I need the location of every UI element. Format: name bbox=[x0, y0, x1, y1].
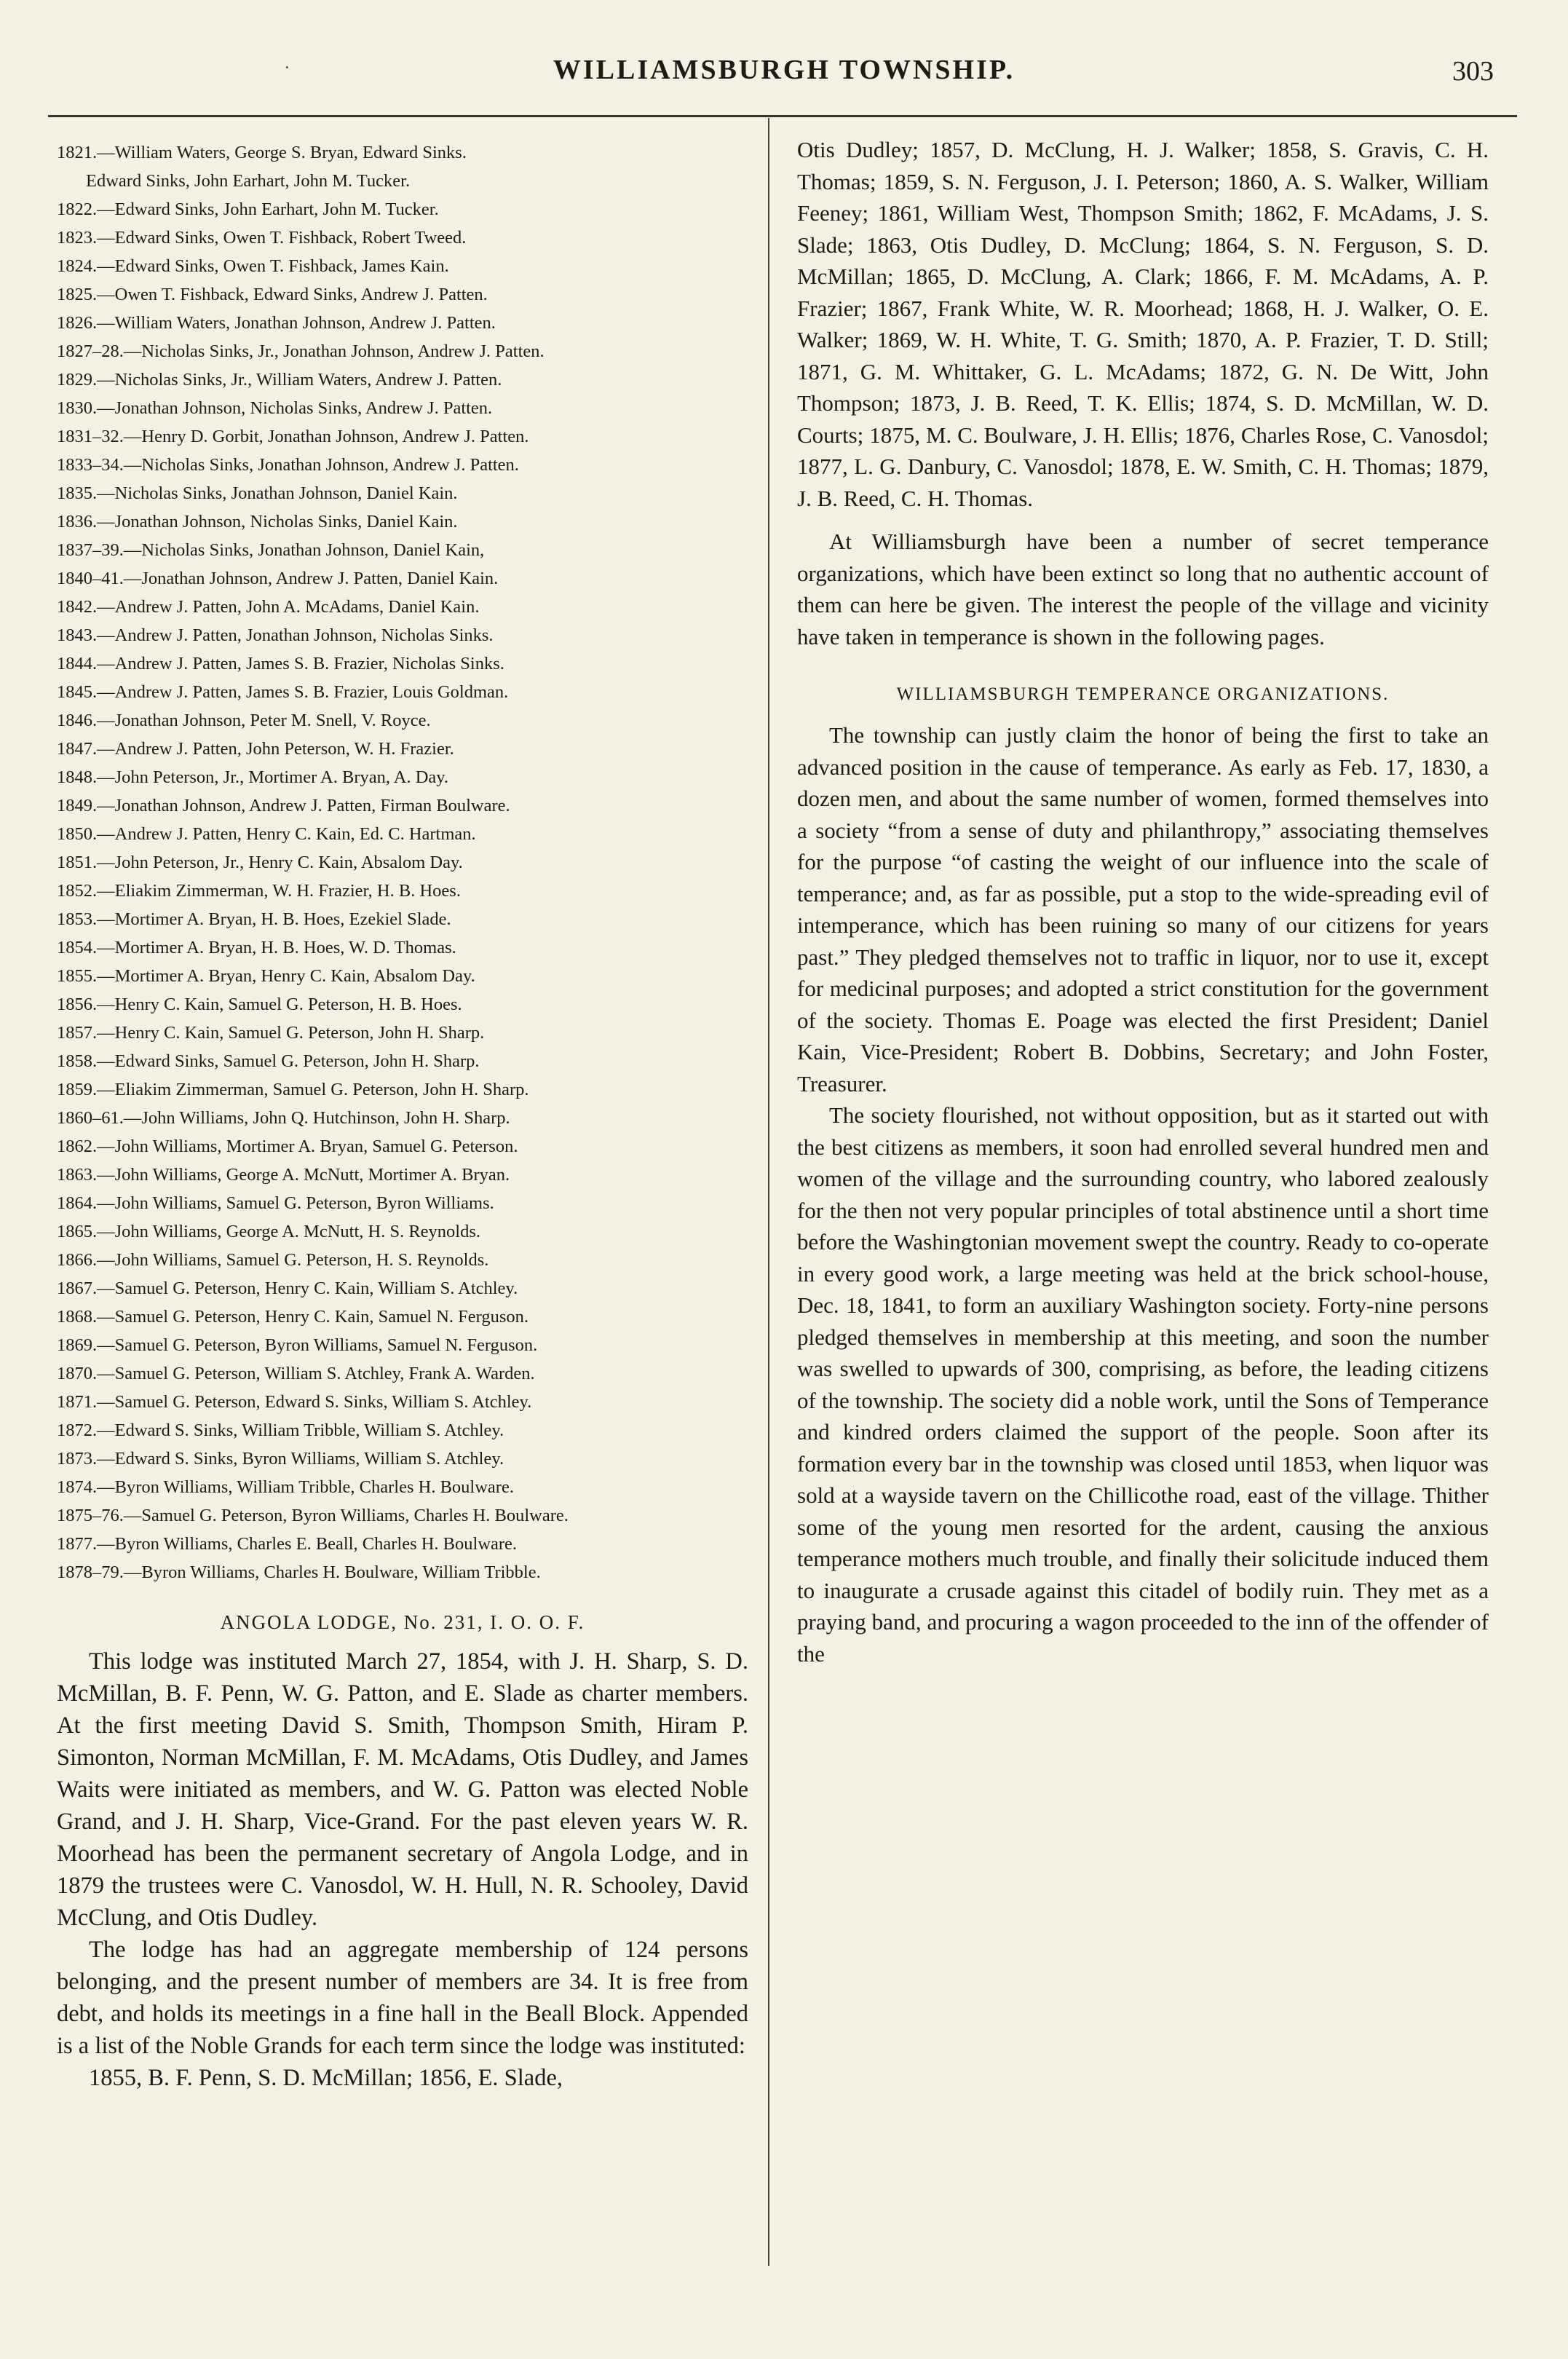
officers-list-line: 1840–41.—Jonathan Johnson, Andrew J. Patten, Daniel Kain. bbox=[57, 569, 499, 588]
column-divider bbox=[768, 118, 769, 2266]
officers-list-line: 1873.—Edward S. Sinks, Byron Williams, William S. Atchley. bbox=[57, 1449, 504, 1469]
angola-paragraph-1: This lodge was instituted March 27, 1854, with J. H. Sharp, S. D. McMillan, B. F. Penn, W. G. Patton, and E. Slade as charter members. At the first meeting David S. Smith, Thompson Smith, Hiram P. Simonton, Norman McMillan, F. M. McAdams, Otis Dudley, and James Waits were initiated as members, and W. G. Patton was elected Noble Grand, and J. H. Sharp, Vice-Grand. For the past eleven years W. R. Moorhead has been the permanent secretary of Angola Lodge, and in 1879 the trustees were C. Vanosdol, W. H. Hull, N. R. Schooley, David McClung, and Otis Dudley. bbox=[57, 1648, 748, 1931]
angola-paragraph-2: The lodge has had an aggregate membership of 124 persons belonging, and the present number of members are 34. It is free from debt, and holds its meetings in a fine hall in the Beall Block. Appended is a list of the Noble Grands for each term since the lodge was instituted: bbox=[57, 1937, 748, 2059]
officers-list-line: 1847.—Andrew J. Patten, John Peterson, W. H. Frazier. bbox=[57, 739, 454, 759]
secret-organizations-paragraph: At Williamsburgh have been a number of secret temperance organizations, which have been extinct so long that no authentic account of them can here be given. The interest the people of the village and vicinity have taken in temperance is shown in the following pages. bbox=[797, 529, 1489, 649]
officers-list-line: 1825.—Owen T. Fishback, Edward Sinks, Andrew J. Patten. bbox=[57, 285, 488, 304]
officers-list-line: 1870.—Samuel G. Peterson, William S. Atchley, Frank A. Warden. bbox=[57, 1364, 535, 1383]
officers-list-line: 1826.—William Waters, Jonathan Johnson, Andrew J. Patten. bbox=[57, 313, 496, 333]
officers-list-line: 1831–32.—Henry D. Gorbit, Jonathan Johnson, Andrew J. Patten. bbox=[57, 427, 529, 446]
officers-list-line: 1877.—Byron Williams, Charles E. Beall, Charles H. Boulware. bbox=[57, 1534, 518, 1554]
officers-list-line: 1871.—Samuel G. Peterson, Edward S. Sinks, William S. Atchley. bbox=[57, 1392, 532, 1412]
officers-list-line: 1867.—Samuel G. Peterson, Henry C. Kain, William S. Atchley. bbox=[57, 1279, 518, 1298]
officers-list-line: 1852.—Eliakim Zimmerman, W. H. Frazier, H. B. Hoes. bbox=[57, 881, 461, 901]
officers-list-line: 1854.—Mortimer A. Bryan, H. B. Hoes, W. D. Thomas. bbox=[57, 938, 456, 957]
officers-list-line: 1856.—Henry C. Kain, Samuel G. Peterson, H. B. Hoes. bbox=[57, 995, 462, 1014]
angola-paragraph-3: 1855, B. F. Penn, S. D. McMillan; 1856, E. Slade, bbox=[89, 2065, 563, 2091]
officers-list-line: 1858.—Edward Sinks, Samuel G. Peterson, John H. Sharp. bbox=[57, 1051, 480, 1071]
officers-list-line: 1868.—Samuel G. Peterson, Henry C. Kain, Samuel N. Ferguson. bbox=[57, 1307, 529, 1327]
noble-grands-continuation: Otis Dudley; 1857, D. McClung, H. J. Walker; 1858, S. Gravis, C. H. Thomas; 1859, S. N. Ferguson, J. I. Peterson; 1860, A. S. Walker, William Feeney; 1861, William West, Thompson Smith; 1862, F. McAdams, J. S. Slade; 1863, Otis Dudley, D. McClung; 1864, S. N. Ferguson, S. D. McMillan; 1865, D. McClung, A. Clark; 1866, F. M. McAdams, A. P. Frazier; 1867, Frank White, W. R. Moorhead; 1868, H. J. Walker, O. E. Walker; 1869, W. H. White, T. G. Smith; 1870, A. P. Frazier, T. D. Still; 1871, G. M. Whittaker, G. L. McAdams; 1872, G. N. De Witt, John Thompson; 1873, J. B. Reed, T. K. Ellis; 1874, S. D. McMillan, W. D. Courts; 1875, M. C. Boulware, J. H. Ellis; 1876, Charles Rose, C. Vanosdol; 1877, L. G. Danbury, C. Vanosdol; 1878, E. W. Smith, C. H. Thomas; 1879, J. B. Reed, C. H. Thomas. bbox=[797, 137, 1489, 511]
officers-list-line: 1842.—Andrew J. Patten, John A. McAdams, Daniel Kain. bbox=[57, 597, 480, 617]
officers-list-line: Edward Sinks, John Earhart, John M. Tucker. bbox=[86, 171, 411, 191]
officers-list bbox=[57, 138, 748, 1587]
officers-list-line: 1878–79.—Byron Williams, Charles H. Boulware, William Tribble. bbox=[57, 1562, 541, 1582]
officers-list-line: 1850.—Andrew J. Patten, Henry C. Kain, Ed. C. Hartman. bbox=[57, 824, 476, 844]
officers-list-line: 1829.—Nicholas Sinks, Jr., William Waters, Andrew J. Patten. bbox=[57, 370, 502, 390]
officers-list-line: 1845.—Andrew J. Patten, James S. B. Frazier, Louis Goldman. bbox=[57, 682, 509, 702]
officers-list-line: 1872.—Edward S. Sinks, William Tribble, William S. Atchley. bbox=[57, 1420, 504, 1440]
header-dot: · bbox=[284, 57, 290, 78]
officers-list-line: 1821.—William Waters, George S. Bryan, Edward Sinks. bbox=[57, 143, 467, 162]
officers-list-line: 1853.—Mortimer A. Bryan, H. B. Hoes, Ezekiel Slade. bbox=[57, 909, 451, 929]
officers-list-line: 1827–28.—Nicholas Sinks, Jr., Jonathan Johnson, Andrew J. Patten. bbox=[57, 341, 545, 361]
officers-list-line: 1846.—Jonathan Johnson, Peter M. Snell, V. Royce. bbox=[57, 711, 431, 730]
officers-list-line: 1859.—Eliakim Zimmerman, Samuel G. Peterson, John H. Sharp. bbox=[57, 1080, 529, 1099]
officers-list-line: 1822.—Edward Sinks, John Earhart, John M. Tucker. bbox=[57, 199, 439, 219]
temperance-paragraph-1: The township can justly claim the honor of being the first to take an advanced position in the cause of temperance. As early as Feb. 17, 1830, a dozen men, and about the same number of women, formed themselves into a society “from a sense of duty and philanthropy,” associating themselves for the purpose “of casting the weight of our influence into the scale of temperance; and, as far as possible, put a stop to the wide-spreading evil of intemperance, which has been ruining so many of our citizens for years past.” They pledged themselves not to traffic in liquor, nor to use it, except for medicinal purposes; and adopted a strict constitution for the government of the society. Thomas E. Poage was elected the first President; Daniel Kain, Vice-President; Robert B. Dobbins, Secretary; and John Foster, Treasurer. bbox=[797, 722, 1489, 1096]
officers-list-line: 1830.—Jonathan Johnson, Nicholas Sinks, Andrew J. Patten. bbox=[57, 398, 493, 418]
officers-list-line: 1835.—Nicholas Sinks, Jonathan Johnson, Daniel Kain. bbox=[57, 483, 458, 503]
page-number: 303 bbox=[1452, 56, 1494, 87]
officers-list-line: 1862.—John Williams, Mortimer A. Bryan, Samuel G. Peterson. bbox=[57, 1137, 518, 1156]
officers-list-line: 1855.—Mortimer A. Bryan, Henry C. Kain, Absalom Day. bbox=[57, 966, 475, 986]
officers-list-line: 1848.—John Peterson, Jr., Mortimer A. Bryan, A. Day. bbox=[57, 767, 449, 787]
officers-list-line: 1824.—Edward Sinks, Owen T. Fishback, James Kain. bbox=[57, 256, 449, 276]
officers-list-line: 1851.—John Peterson, Jr., Henry C. Kain, Absalom Day. bbox=[57, 853, 463, 872]
officers-list-line: 1865.—John Williams, George A. McNutt, H. S. Reynolds. bbox=[57, 1222, 481, 1241]
officers-list-line: 1875–76.—Samuel G. Peterson, Byron Williams, Charles H. Boulware. bbox=[57, 1506, 569, 1525]
officers-list-line: 1836.—Jonathan Johnson, Nicholas Sinks, Daniel Kain. bbox=[57, 512, 458, 532]
officers-list-line: 1866.—John Williams, Samuel G. Peterson, H. S. Reynolds. bbox=[57, 1250, 489, 1270]
page-header bbox=[0, 50, 1568, 93]
right-column bbox=[797, 134, 1489, 1670]
officers-list-line: 1843.—Andrew J. Patten, Jonathan Johnson, Nicholas Sinks. bbox=[57, 625, 494, 645]
temperance-heading: WILLIAMSBURGH TEMPERANCE ORGANIZATIONS. bbox=[896, 684, 1390, 704]
officers-list-line: 1823.—Edward Sinks, Owen T. Fishback, Robert Tweed. bbox=[57, 228, 467, 248]
officers-list-line: 1857.—Henry C. Kain, Samuel G. Peterson, John H. Sharp. bbox=[57, 1023, 485, 1043]
header-rule bbox=[48, 115, 1517, 117]
temperance-paragraph-2: The society flourished, not without opposition, but as it started out with the best citizens as members, it soon had enrolled several hundred men and women of the village and the surrounding country, who labored zealously for the then not very popular principles of total abstinence until a short time before the Washingtonian movement swept the country. Ready to co-operate in every good work, a large meeting was held at the brick school-house, Dec. 18, 1841, to form an auxiliary Washington society. Forty-nine persons pledged themselves in membership at this meeting, and soon the number was swelled to upwards of 300, comprising, as before, the leading citizens of the township. The society did a noble work, until the Sons of Temperance and kindred orders claimed the support of the people. Soon after its formation every bar in the township was closed until 1853, when liquor was sold at a wayside tavern on the Chillicothe road, east of the village. Thither some of the young men resorted for the ardent, causing the anxious temperance mothers much trouble, and finally their solicitude induced them to inaugurate a crusade against this citadel of bodily ruin. They met as a praying band, and procuring a wagon proceeded to the inn of the offender of the bbox=[797, 1102, 1489, 1667]
officers-list-line: 1869.—Samuel G. Peterson, Byron Williams, Samuel N. Ferguson. bbox=[57, 1335, 538, 1355]
officers-list-line: 1849.—Jonathan Johnson, Andrew J. Patten, Firman Boulware. bbox=[57, 796, 510, 815]
officers-list-line: 1837–39.—Nicholas Sinks, Jonathan Johnson, Daniel Kain, bbox=[57, 540, 485, 560]
officers-list-line: 1863.—John Williams, George A. McNutt, Mortimer A. Bryan. bbox=[57, 1165, 510, 1185]
officers-list-line: 1833–34.—Nicholas Sinks, Jonathan Johnson, Andrew J. Patten. bbox=[57, 455, 519, 475]
left-column bbox=[57, 138, 748, 2094]
officers-list-line: 1874.—Byron Williams, William Tribble, Charles H. Boulware. bbox=[57, 1477, 514, 1497]
running-title: WILLIAMSBURGH TOWNSHIP. bbox=[553, 55, 1015, 85]
officers-list-line: 1860–61.—John Williams, John Q. Hutchinson, John H. Sharp. bbox=[57, 1108, 510, 1128]
officers-list-line: 1844.—Andrew J. Patten, James S. B. Frazier, Nicholas Sinks. bbox=[57, 654, 504, 673]
angola-lodge-heading: ANGOLA LODGE, No. 231, I. O. O. F. bbox=[220, 1611, 585, 1633]
officers-list-line: 1864.—John Williams, Samuel G. Peterson, Byron Williams. bbox=[57, 1193, 494, 1213]
